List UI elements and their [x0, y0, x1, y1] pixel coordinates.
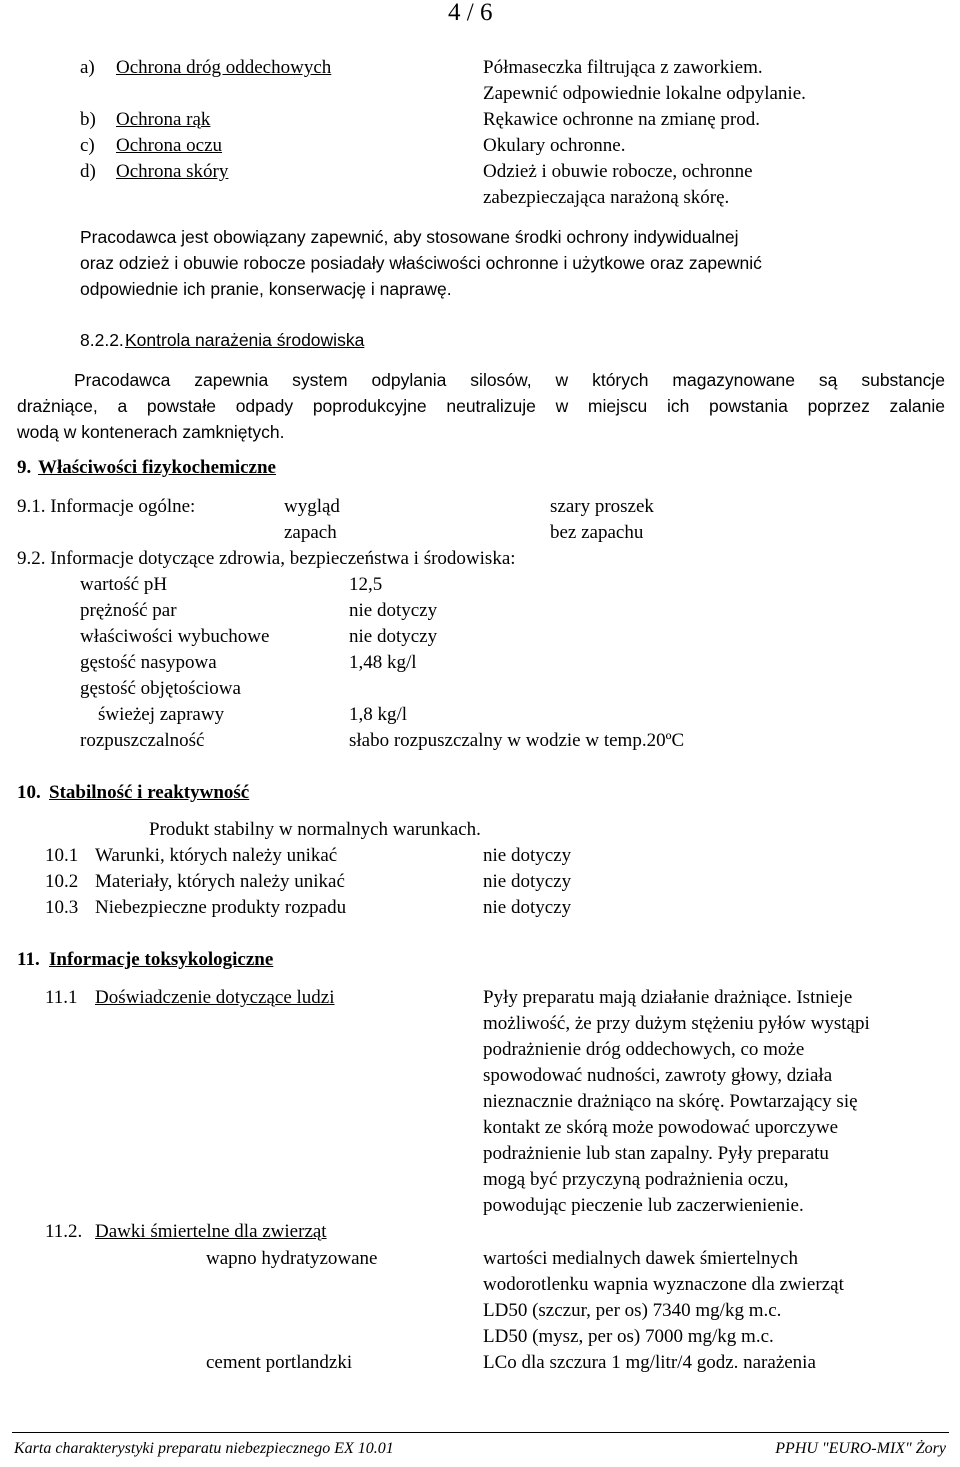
protection-b-letter: b) [80, 109, 96, 130]
protection-a-value-2: Zapewnić odpowiednie lokalne odpylanie. [483, 83, 806, 104]
section-91-label: 9.1. Informacje ogólne: [17, 496, 196, 517]
protection-c-value: Okulary ochronne. [483, 135, 626, 156]
prop-name-4: gęstość objętościowa [80, 678, 241, 699]
protection-b-label: Ochrona rąk [116, 109, 211, 130]
s10-label-0: Warunki, których należy unikać [95, 845, 338, 866]
protection-d-value-1: Odzież i obuwie robocze, ochronne [483, 161, 753, 182]
cement-name: cement portlandzki [206, 1352, 353, 1373]
section-822-number: 8.2.2. [80, 330, 124, 350]
s112-num: 11.2. [45, 1221, 83, 1242]
footer-rule [12, 1432, 949, 1433]
section-822-line-3: wodą w kontenerach zamkniętych. [17, 422, 285, 442]
protection-d-value-2: zabezpieczająca narażoną skórę. [483, 187, 730, 208]
prop-value-3: 1,48 kg/l [349, 652, 417, 673]
section-10-number: 10. [17, 782, 41, 803]
s10-value-1: nie dotyczy [483, 871, 572, 892]
s10-label-2: Niebezpieczne produkty rozpadu [95, 897, 347, 918]
s10-value-0: nie dotyczy [483, 845, 572, 866]
section-11-heading: Informacje toksykologiczne [49, 949, 274, 970]
prop-name-6: rozpuszczalność [80, 730, 205, 751]
prop-name-1: prężność par [80, 600, 177, 621]
lime-line-0: wartości medialnych dawek śmiertelnych [483, 1248, 798, 1269]
section-9-number: 9. [17, 457, 32, 478]
cement-line: LCo dla szczura 1 mg/litr/4 godz. narażenia [483, 1352, 816, 1373]
s111-line-7: mogą być przyczyną podrażnienia oczu, [483, 1169, 789, 1190]
section-10-heading: Stabilność i reaktywność [49, 782, 250, 803]
prop-name-3: gęstość nasypowa [80, 652, 217, 673]
prop-name-5: świeżej zaprawy [98, 704, 225, 725]
protection-d-label: Ochrona skóry [116, 161, 229, 182]
s111-label: Doświadczenie dotyczące ludzi [95, 987, 335, 1008]
section-92-label: 9.2. Informacje dotyczące zdrowia, bezpieczeństwa i środowiska: [17, 548, 516, 569]
lime-line-1: wodorotlenku wapnia wyznaczone dla zwierząt [483, 1274, 844, 1295]
s111-line-4: nieznacznie drażniąco na skórę. Powtarzający się [483, 1091, 858, 1112]
general-value-0: szary proszek [550, 496, 654, 517]
s10-label-1: Materiały, których należy unikać [95, 871, 345, 892]
s10-num-2: 10.3 [45, 897, 79, 918]
footer-left: Karta charakterystyki preparatu niebezpiecznego EX 10.01 [14, 1440, 394, 1457]
prop-value-6: słabo rozpuszczalny w wodzie w temp.20ºC [349, 730, 685, 751]
s111-line-8: powodując pieczenie lub zaczerwienienie. [483, 1195, 804, 1216]
prop-value-5: 1,8 kg/l [349, 704, 408, 725]
section-11-number: 11. [17, 949, 40, 970]
s10-num-1: 10.2 [45, 871, 79, 892]
section-9-heading: Właściwości fizykochemiczne [38, 457, 276, 478]
prop-value-0: 12,5 [349, 574, 383, 595]
s111-num: 11.1 [45, 987, 78, 1008]
general-name-0: wygląd [284, 496, 340, 517]
prop-value-2: nie dotyczy [349, 626, 438, 647]
prop-value-1: nie dotyczy [349, 600, 438, 621]
lime-line-2: LD50 (szczur, per os) 7340 mg/kg m.c. [483, 1300, 782, 1321]
lime-line-3: LD50 (mysz, per os) 7000 mg/kg m.c. [483, 1326, 774, 1347]
employer-note-line-2: oraz odzież i obuwie robocze posiadały właściwości ochronne i użytkowe oraz zapewnić [80, 253, 762, 273]
protection-a-label: Ochrona dróg oddechowych [116, 57, 332, 78]
employer-note-line-1: Pracodawca jest obowiązany zapewnić, aby stosowane środki ochrony indywidualnej [80, 227, 739, 247]
footer-right: PPHU "EURO-MIX" Żory [775, 1440, 946, 1457]
protection-a-letter: a) [80, 57, 95, 78]
protection-d-letter: d) [80, 161, 96, 182]
s10-value-2: nie dotyczy [483, 897, 572, 918]
s111-line-3: spowodować nudności, zawroty głowy, działa [483, 1065, 833, 1086]
s112-label: Dawki śmiertelne dla zwierząt [95, 1221, 327, 1242]
prop-name-2: właściwości wybuchowe [80, 626, 270, 647]
page-number: 4 / 6 [448, 0, 493, 26]
protection-b-value: Rękawice ochronne na zmianę prod. [483, 109, 760, 130]
general-value-1: bez zapachu [550, 522, 644, 543]
stable-note: Produkt stabilny w normalnych warunkach. [149, 819, 481, 840]
employer-note-line-3: odpowiednie ich pranie, konserwację i naprawę. [80, 279, 452, 299]
protection-a-value-1: Półmaseczka filtrująca z zaworkiem. [483, 57, 763, 78]
s111-line-0: Pyły preparatu mają działanie drażniące. Istnieje [483, 987, 853, 1008]
section-822-line-1: Pracodawca zapewnia system odpylania silosów, w których magazynowane są substancje [74, 370, 945, 390]
section-822-title: Kontrola narażenia środowiska [125, 330, 365, 350]
protection-c-label: Ochrona oczu [116, 135, 223, 156]
prop-name-0: wartość pH [80, 574, 168, 595]
s111-line-2: podrażnienie dróg oddechowych, co może [483, 1039, 805, 1060]
s111-line-5: kontakt ze skórą może powodować uporczywe [483, 1117, 839, 1138]
s10-num-0: 10.1 [45, 845, 79, 866]
protection-c-letter: c) [80, 135, 95, 156]
lime-name: wapno hydratyzowane [206, 1248, 378, 1269]
s111-line-6: podrażnienie lub stan zapalny. Pyły preparatu [483, 1143, 829, 1164]
general-name-1: zapach [284, 522, 337, 543]
s111-line-1: możliwość, że przy dużym stężeniu pyłów wystąpi [483, 1013, 870, 1034]
section-822-line-2: drażniące, a powstałe odpady poprodukcyjne neutralizuje w miejscu ich powstania poprzez zalanie [17, 396, 945, 416]
